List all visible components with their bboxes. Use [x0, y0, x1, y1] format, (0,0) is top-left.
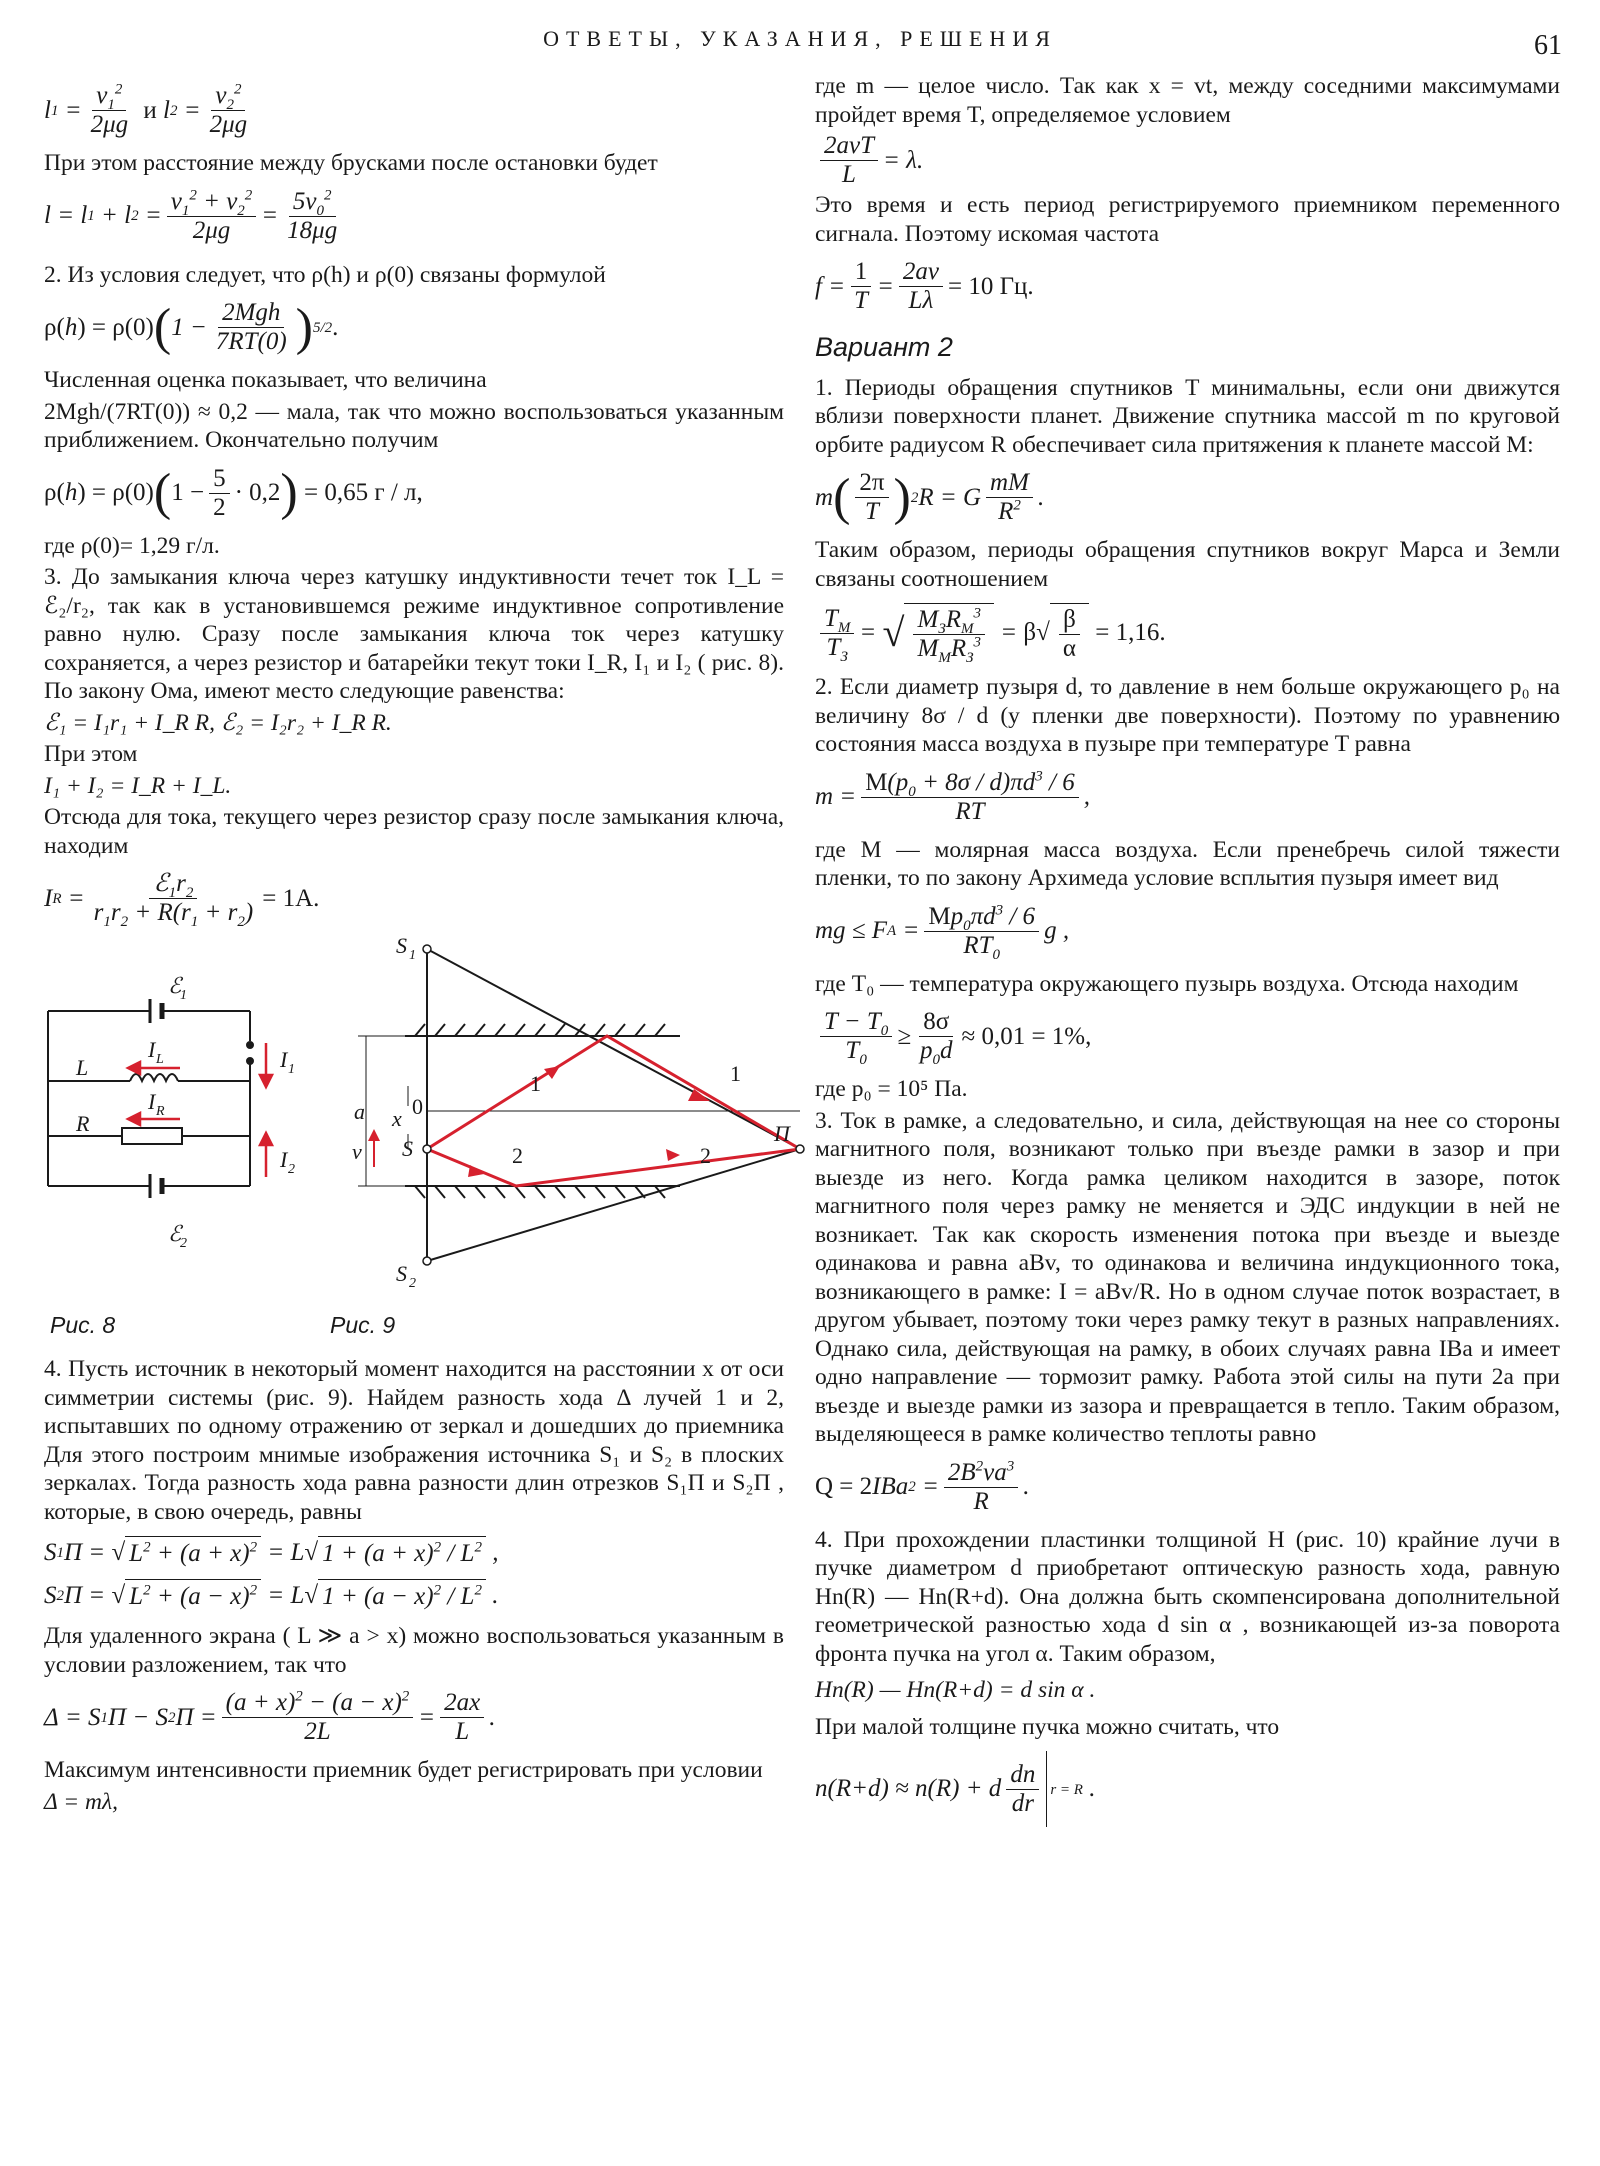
svg-text:v: v: [352, 1139, 362, 1164]
text-variant2-problem-2: 2. Если диаметр пузыря d, то давление в нем больше окружающего p₀ на величину 8σ / d (у пленки две поверхности). Поэтому по уравнению состояния масса воздуха в пузыре при температуре T равна: [815, 674, 1560, 757]
formula-rho: ρ( h ) = ρ(0) ( 1 − $\frac{\text{2Mgh}}{7RT(0)}$ ) 5/2 .: [44, 298, 339, 356]
left-column: [44, 72, 790, 1819]
equation-path-difference: Hn(R) — Hn(R+d) = d sin α .: [815, 1677, 1096, 1703]
text-problem-3: 3. До замыкания ключа через катушку индуктивности течет ток I_L = ℰ₂/r₂, так как в установившемся режиме индуктивное сопротивление равно нулю. Сразу после замыкания ключа ток через катушку сохраняется, а через резистор и батарейки текут токи I_R, I₁ и I₂ ( рис. 8). По закону Ома, имеют место следующие равенства:: [44, 564, 784, 704]
formula-taylor: n(R+d) ≈ n(R) + d $\frac{dn}{dr}$ r = R .: [815, 1751, 1560, 1827]
svg-text:a: a: [354, 1099, 365, 1124]
text-mars-earth: Таким образом, периоды обращения спутников вокруг Марса и Земли связаны соотношением: [815, 537, 1560, 592]
text-archimedes: где M — молярная масса воздуха. Если пренебречь силой тяжести пленки, то по закону Архимеда условие всплытия пузыря имеет вид: [815, 836, 1560, 891]
formula-IR: I R = $\frac{ℰ_1r_2}{r_1r_2 + R(r_1 + r_2)}$ = 1A.: [44, 870, 320, 930]
svg-text:S: S: [402, 1136, 413, 1161]
text-estimate: Численная оценка показывает, что величина: [44, 367, 487, 393]
text-thin-beam: При малой толщине пучка можно считать, что: [815, 1713, 1280, 1740]
text-ambient-temperature: где T₀ — температура окружающего пузырь воздуха. Отсюда находим: [815, 970, 1519, 997]
svg-text:I: I: [148, 1037, 156, 1062]
svg-text:S: S: [396, 933, 407, 958]
svg-text:2: 2: [288, 1162, 295, 1177]
svg-text:П: П: [774, 1121, 790, 1146]
figure-9-caption: Рис. 9: [330, 1312, 396, 1338]
svg-text:2: 2: [700, 1143, 711, 1168]
text-estimate-2: 2Mgh/(7RT(0)) ≈ 0,2 — мала, так что можно воспользоваться указанным приближением. Окончательно получим: [44, 398, 784, 453]
svg-text:1: 1: [409, 948, 416, 963]
svg-text:1: 1: [180, 988, 187, 1003]
formula-rho-result: ρ( h ) = ρ(0) ( 1 − $\frac{5}{2}$ · 0,2 ) = 0,65 г / л,: [44, 464, 423, 521]
right-column: [815, 72, 1560, 1837]
formula-floating: mg ≤ F A = $\frac{Mp_0\pi d^3 / 6}{RT_0}$ g ,: [815, 902, 1070, 963]
svg-text:S: S: [396, 1261, 407, 1286]
formula-delta: Δ = S 1 П − S 2 П = $\frac{(a + x)^2 - (a - x)^2}{2L}$ = $\frac{2ax}{L}$ .: [44, 1688, 496, 1745]
svg-text:ℰ: ℰ: [168, 973, 182, 998]
text-distant-screen: Для удаленного экрана ( L ≫ a > x) можно воспользоваться указанным в условии разложением, так что: [44, 1623, 784, 1678]
formula-bubble-mass: m = $\frac{M(p_0 + 8\sigma / d)\pi d^3 / 6}{RT}$ ,: [815, 768, 1090, 825]
svg-text:R: R: [76, 1111, 90, 1136]
svg-text:0: 0: [412, 1094, 423, 1119]
formula-S1P: S 1 П = √ $L^2 + (a + x)^2$ = L √ $1 + (a + x)^2 / L^2$ ,: [44, 1536, 784, 1569]
figure-9-points: [423, 945, 804, 1265]
running-header: ОТВЕТЫ, УКАЗАНИЯ, РЕШЕНИЯ: [543, 26, 1057, 51]
svg-text:1: 1: [288, 1062, 295, 1077]
figure-9-mirrors: [358, 949, 800, 1261]
formula-l1-l2: l 1 = $\frac{v_1^2}{2\mu g}$ и l 2 = $\frac{v_2^2}{2\mu g}$: [44, 81, 248, 138]
formula-period-condition: $\frac{\text{2avT}}{L}$ = λ.: [815, 132, 1560, 189]
svg-text:ℰ: ℰ: [168, 1221, 182, 1246]
text-maximum: Максимум интенсивности приемник будет регистрировать при условии: [44, 1757, 763, 1783]
text-period: Это время и есть период регистрируемого приемником переменного сигнала. Поэтому искомая частота: [815, 192, 1560, 247]
formula-S2P: S 2 П = √ $L^2 + (a - x)^2$ = L √ $1 + (a - x)^2 / L^2$ .: [44, 1579, 784, 1612]
figure-8-labels: [75, 973, 295, 1251]
text-pri-etom: При этом: [44, 741, 138, 767]
equation-ohm: ℰ₁ = I₁r₁ + I_R R, ℰ₂ = I₂r₂ + I_R R.: [44, 709, 392, 736]
figure-8-caption: Рис. 8: [50, 1312, 116, 1338]
svg-text:R: R: [156, 1104, 165, 1119]
svg-text:2: 2: [512, 1143, 523, 1168]
text-variant2-problem-3: 3. Ток в рамке, а следовательно, и сила, действующая на нее со стороны магнитного поля, возникают только при въезде рамки в зазор и при выезде из него. Когда рамка целиком находится в зазоре, поток магнитного поля через рамку не меняется и ЭДС индукции в ней не возникает. Так как скорость изменения потока при въезде и выезде одинакова и равна aBv, то одинакова и величина индукционного тока, возникающего в рамке: I = aBv/R. Но в одном случае поток возрастает, в другом убывает, поэтому токи через рамку текут в разных направлениях. Однако сила, действующая на рамку, в обоих случаях равна IBa и имеет одно направление — тормозит рамку. Работа этой силы на пути 2a при въезде и выезде рамки из зазора и превращается в тепло. Таким образом, выделяющееся в рамке количество теплоты равно: [815, 1107, 1560, 1447]
svg-text:2: 2: [180, 1236, 187, 1251]
formula-frequency: f = $\frac{1}{T}$ = $\frac{2av}{L\lambda}$ = 10 Гц.: [815, 258, 1034, 314]
text-variant2-problem-4: 4. При прохождении пластинки толщиной H (рис. 10) крайние лучи в пучке диаметром d приобретают оптическую разность хода, равную Hn(R) — Hn(R+d). Она должна быть скомпенсирована дополнительной геометрической разностью хода d sin α , возникающей из-за поворота фронта пучка на угол α. Таким образом,: [815, 1526, 1560, 1667]
text-integer-m: где m — целое число. Так как x = vt, между соседними максимумами пройдет время T, определяемое условием: [815, 73, 1560, 128]
text-rho0: где ρ(0)= 1,29 г/л.: [44, 532, 220, 559]
equation-currents: I₁ + I₂ = I_R + I_L.: [44, 772, 232, 799]
svg-text:x: x: [392, 1106, 402, 1131]
figure-drawings: [40, 933, 790, 1311]
svg-text:2: 2: [409, 1276, 416, 1291]
variant-2-heading: Вариант 2: [815, 332, 953, 362]
formula-heat: Q = 2 IBa 2 = $\frac{2B^2va^3}{R}$ .: [815, 1458, 1030, 1515]
text-problem-2: 2. Из условия следует, что ρ(h) и ρ(0) связаны формулой: [44, 261, 606, 288]
formula-orbit: m ( $\frac{2\pi}{T}$ ) 2 R = G $\frac{mM}{R^2}$ .: [815, 468, 1045, 526]
formula-temperature-ratio: $\frac{T - T_0}{T_0}$ ≥ $\frac{8\sigma}{p_0d}$ ≈ 0,01 = 1%,: [815, 1008, 1560, 1065]
text-resistor-current: Отсюда для тока, текущего через резистор сразу после замыкания ключа, находим: [44, 804, 784, 859]
figures-8-9: [40, 933, 790, 1338]
svg-text:1: 1: [530, 1071, 541, 1096]
text-problem-4: 4. Пусть источник в некоторый момент находится на расстоянии x от оси симметрии системы (рис. 9). Найдем разность хода Δ лучей 1 и 2, испытавших по одному отражению от зеркал и дошедших до приемника Для этого построим мнимые изображения источника S₁ и S₂ в плоских зеркалах. Тогда разность хода равна разности длин отрезков S₁П и S₂П , которые, в свою очередь, равны: [44, 1356, 784, 1525]
svg-text:L: L: [156, 1052, 164, 1067]
formula-period-ratio: $\frac{T_M}{T_З}$ = √ $\frac{M_ЗR_M^3}{M_MR_З^3}$ = β √ $\frac{\beta}{\alpha}$ = 1,16.: [815, 603, 1560, 663]
page-number: 61: [1534, 30, 1562, 61]
figure-9-labels: [352, 933, 791, 1291]
svg-text:1: 1: [730, 1061, 741, 1086]
svg-text:L: L: [76, 1055, 89, 1080]
svg-text:I: I: [148, 1089, 156, 1114]
svg-text:I: I: [280, 1047, 288, 1072]
equation-delta-m-lambda: Δ = mλ,: [44, 1788, 118, 1815]
formula-l-total: l = l 1 + l 2 = $\frac{v_1^2 + v_2^2}{2\mu g}$ = $\frac{5v_0^2}{18\mu g}$: [44, 187, 338, 244]
svg-text:I: I: [280, 1147, 288, 1172]
text-stop-distance: При этом расстояние между брусками после остановки будет: [44, 150, 658, 176]
text-p0-value: где p₀ = 10⁵ Па.: [815, 1076, 968, 1102]
text-variant2-problem-1: 1. Периоды обращения спутников T минимальны, если они движутся вблизи поверхности планет. Движение спутника массой m по круговой орбите радиусом R обеспечивает сила притяжения к планете массой M:: [815, 374, 1560, 458]
